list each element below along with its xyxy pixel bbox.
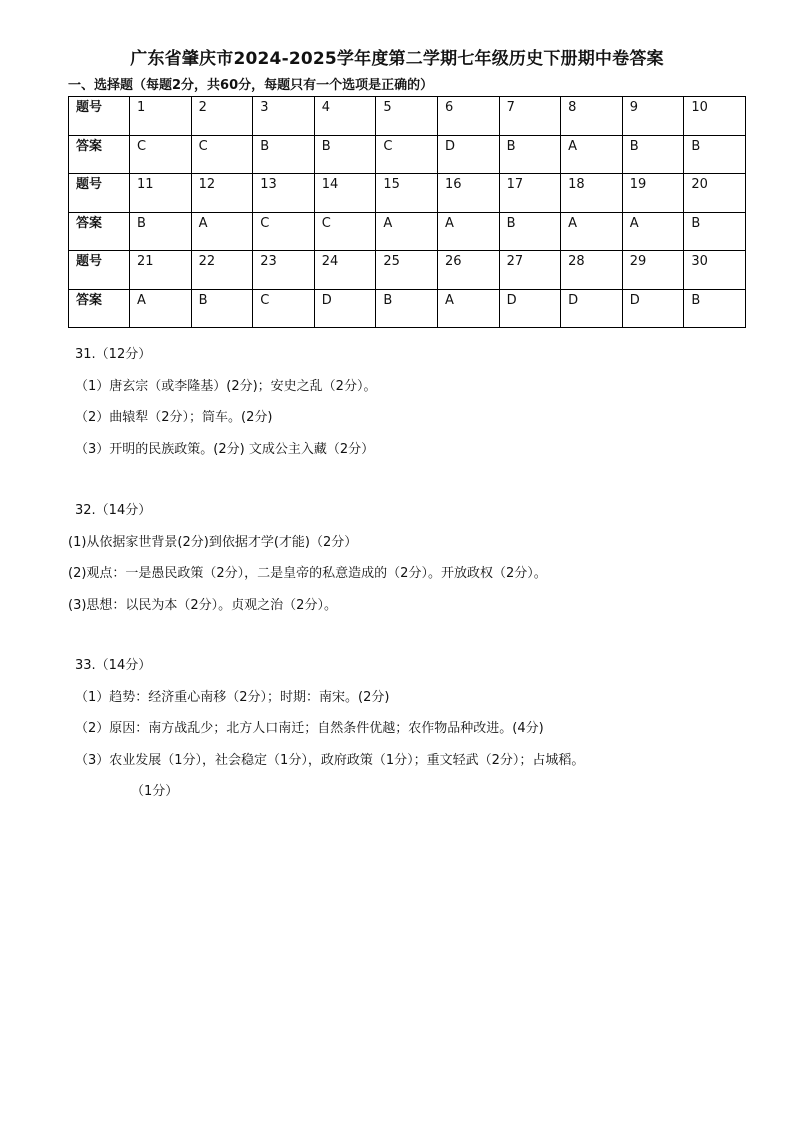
answer-cell: A <box>561 212 623 251</box>
question-33 <box>75 650 584 808</box>
answer-cell: A <box>561 135 623 174</box>
row-label: 题号 <box>69 174 130 213</box>
answer-cell: D <box>622 289 684 328</box>
answer-cell: B <box>622 135 684 174</box>
answer-cell: A <box>130 289 192 328</box>
answer-cell: B <box>684 212 746 251</box>
row-label: 答案 <box>69 212 130 251</box>
question-number-cell: 6 <box>437 97 499 136</box>
answer-cell: C <box>314 212 376 251</box>
question-number-cell: 15 <box>376 174 438 213</box>
answer-cell: B <box>130 212 192 251</box>
question-number-cell: 30 <box>684 251 746 290</box>
question-32-header: 32.（14分） <box>75 503 152 518</box>
row-label: 题号 <box>69 97 130 136</box>
answer-cell: C <box>191 135 253 174</box>
answer-cell: A <box>191 212 253 251</box>
answer-cell: B <box>499 212 561 251</box>
answer-cell: B <box>499 135 561 174</box>
answer-cell: B <box>376 289 438 328</box>
question-32-item: (1)从依据家世背景(2分)到依据才学(才能)（2分） <box>68 534 358 550</box>
question-32-item: (2)观点：一是愚民政策（2分），二是皇帝的私意造成的（2分）。开放政权（2分）。 <box>68 566 547 581</box>
section-heading-multiple-choice: 一、选择题（每题2分，共60分，每题只有一个选项是正确的） <box>68 78 434 93</box>
question-number-cell: 2 <box>191 97 253 136</box>
question-33-item: （2）原因：南方战乱少；北方人口南迁；自然条件优越；农作物品种改进。(4分) <box>75 721 544 736</box>
question-32-item: (3)思想：以民为本（2分）。贞观之治（2分）。 <box>68 597 337 613</box>
answer-cell: B <box>314 135 376 174</box>
question-number-row <box>69 251 746 290</box>
question-number-cell: 28 <box>561 251 623 290</box>
answer-table-body <box>69 97 746 328</box>
answer-cell: A <box>437 289 499 328</box>
question-number-cell: 27 <box>499 251 561 290</box>
question-number-cell: 4 <box>314 97 376 136</box>
question-number-cell: 5 <box>376 97 438 136</box>
answer-cell: B <box>684 135 746 174</box>
question-number-cell: 26 <box>437 251 499 290</box>
question-31 <box>75 339 376 465</box>
question-31-item: （3）开明的民族政策。(2分) 文成公主入藏（2分） <box>75 441 375 457</box>
question-number-row <box>69 97 746 136</box>
answer-row <box>69 135 746 174</box>
document-title: 广东省肇庆市2024-2025学年度第二学期七年级历史下册期中卷答案 <box>130 49 664 69</box>
answer-cell: B <box>191 289 253 328</box>
question-number-cell: 17 <box>499 174 561 213</box>
question-number-cell: 12 <box>191 174 253 213</box>
question-number-cell: 29 <box>622 251 684 290</box>
question-number-cell: 20 <box>684 174 746 213</box>
answer-cell: D <box>499 289 561 328</box>
row-label: 答案 <box>69 289 130 328</box>
answer-cell: C <box>253 212 315 251</box>
question-number-cell: 10 <box>684 97 746 136</box>
question-33-item-continuation: （1分） <box>131 784 179 799</box>
answer-cell: D <box>314 289 376 328</box>
question-number-cell: 24 <box>314 251 376 290</box>
answer-cell: D <box>561 289 623 328</box>
question-number-cell: 18 <box>561 174 623 213</box>
question-number-cell: 9 <box>622 97 684 136</box>
answer-cell: C <box>376 135 438 174</box>
question-31-header: 31.（12分） <box>75 347 152 362</box>
question-32 <box>68 495 547 621</box>
question-number-cell: 22 <box>191 251 253 290</box>
answer-cell: C <box>253 289 315 328</box>
row-label: 答案 <box>69 135 130 174</box>
question-number-cell: 13 <box>253 174 315 213</box>
answer-cell: A <box>376 212 438 251</box>
question-31-item: （2）曲辕犁（2分）；筒车。(2分) <box>75 410 273 425</box>
answer-row <box>69 289 746 328</box>
question-31-item: （1）唐玄宗（或李隆基）(2分)；安史之乱（2分）。 <box>75 378 377 394</box>
answer-cell: B <box>684 289 746 328</box>
answer-cell: A <box>622 212 684 251</box>
question-number-cell: 7 <box>499 97 561 136</box>
question-number-cell: 14 <box>314 174 376 213</box>
question-number-cell: 16 <box>437 174 499 213</box>
question-number-cell: 11 <box>130 174 192 213</box>
question-33-item: （3）农业发展（1分），社会稳定（1分），政府政策（1分）；重文轻武（2分）；占城稻。 <box>75 752 585 768</box>
question-number-cell: 8 <box>561 97 623 136</box>
answer-row <box>69 212 746 251</box>
question-33-item: （1）趋势：经济重心南移（2分）；时期：南宋。(2分) <box>75 689 390 705</box>
question-number-cell: 19 <box>622 174 684 213</box>
question-number-cell: 25 <box>376 251 438 290</box>
answer-cell: A <box>437 212 499 251</box>
question-33-header: 33.（14分） <box>75 658 152 673</box>
answer-cell: D <box>437 135 499 174</box>
question-number-cell: 1 <box>130 97 192 136</box>
answer-table <box>68 96 746 328</box>
question-number-cell: 21 <box>130 251 192 290</box>
answer-cell: B <box>253 135 315 174</box>
question-number-cell: 23 <box>253 251 315 290</box>
question-number-cell: 3 <box>253 97 315 136</box>
question-number-row <box>69 174 746 213</box>
row-label: 题号 <box>69 251 130 290</box>
answer-cell: C <box>130 135 192 174</box>
